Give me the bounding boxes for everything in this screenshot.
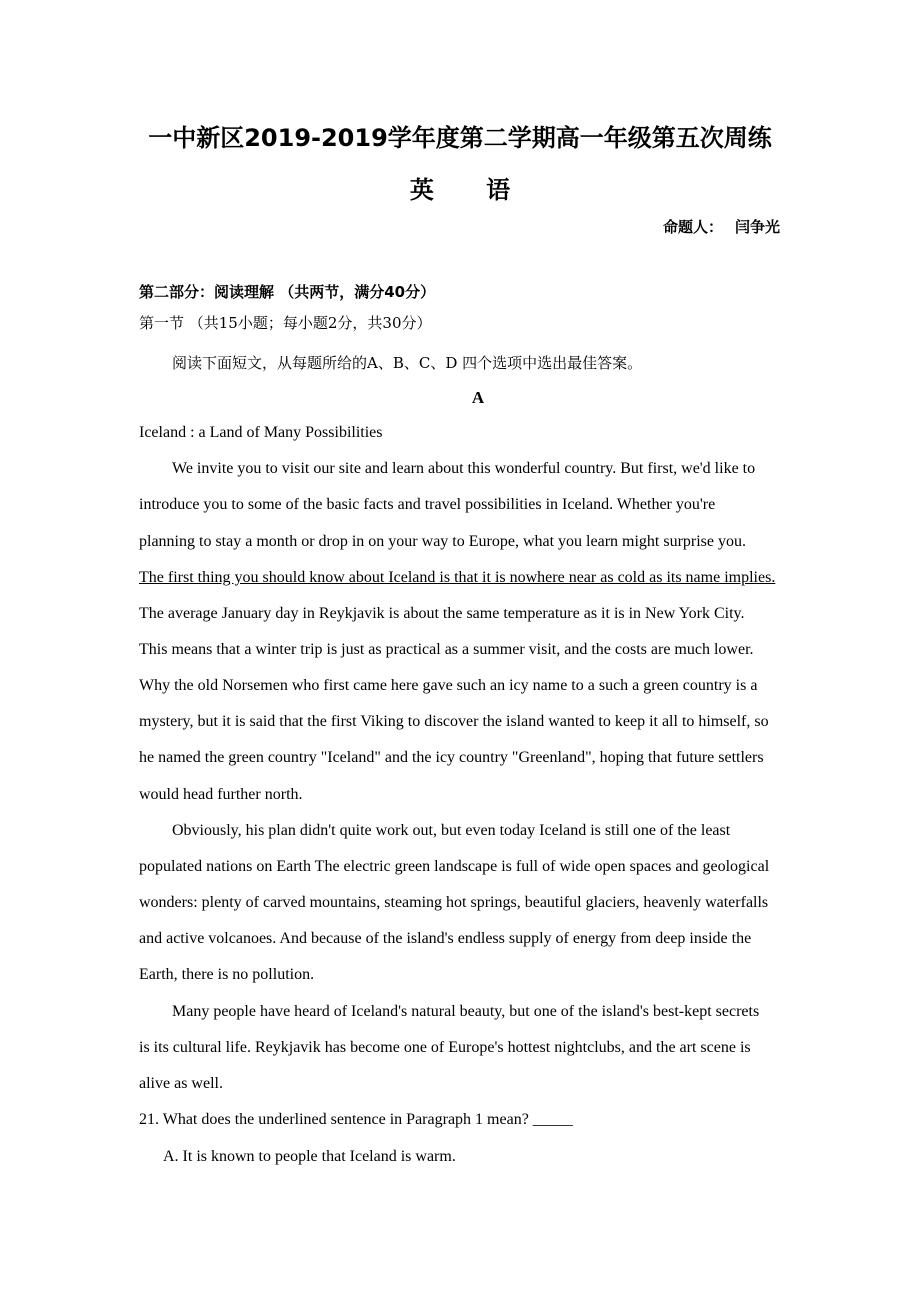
passage-line: Why the old Norsemen who first came here gave such an icy name to a such a green country is a bbox=[139, 677, 758, 694]
passage-line: introduce you to some of the basic facts and travel possibilities in Iceland. Whether you're bbox=[139, 496, 716, 513]
question-21-option-a: A. It is known to people that Iceland is warm. bbox=[163, 1148, 456, 1165]
passage-line: populated nations on Earth The electric green landscape is full of wide open spaces and geological bbox=[139, 858, 770, 875]
subsection-title: 第一节 （共15小题；每小题2分，共30分） bbox=[139, 314, 432, 332]
passage-line: mystery, but it is said that the first Viking to discover the island wanted to keep it all to himself, so bbox=[139, 713, 769, 730]
passage-title: Iceland : a Land of Many Possibilities bbox=[139, 424, 383, 441]
passage-line: and active volcanoes. And because of the island's endless supply of energy from deep inside the bbox=[139, 930, 752, 947]
passage-line: would head further north. bbox=[139, 786, 303, 803]
passage-line: We invite you to visit our site and learn about this wonderful country. But first, we'd like to bbox=[172, 460, 756, 477]
section-title: 第二部分：阅读理解 （共两节，满分40分） bbox=[139, 283, 436, 301]
question-21: 21. What does the underlined sentence in Paragraph 1 mean? _____ bbox=[139, 1111, 573, 1128]
passage-line: wonders: plenty of carved mountains, steaming hot springs, beautiful glaciers, heavenly waterfalls bbox=[139, 894, 769, 911]
instruction-text: 阅读下面短文，从每题所给的A、B、C、D 四个选项中选出最佳答案。 bbox=[172, 354, 643, 372]
passage-line: Earth, there is no pollution. bbox=[139, 966, 315, 983]
passage-line: The average January day in Reykjavik is about the same temperature as it is in New York City. bbox=[139, 605, 745, 622]
passage-line: Many people have heard of Iceland's natural beauty, but one of the island's best-kept secrets bbox=[172, 1003, 760, 1020]
passage-line: This means that a winter trip is just as practical as a summer visit, and the costs are much lower. bbox=[139, 641, 754, 658]
passage-letter: A bbox=[471, 388, 485, 407]
passage-line: alive as well. bbox=[139, 1075, 223, 1092]
author-name: 闫争光 bbox=[734, 218, 780, 236]
author-line bbox=[663, 216, 780, 237]
underlined-sentence: The first thing you should know about Iceland is that it is nowhere near as cold as its name implies. bbox=[139, 569, 776, 586]
passage-line: he named the green country "Iceland" and the icy country "Greenland", hoping that future settlers bbox=[139, 749, 764, 766]
passage-line: is its cultural life. Reykjavik has become one of Europe's hottest nightclubs, and the art scene is bbox=[139, 1039, 751, 1056]
passage-line: Obviously, his plan didn't quite work out, but even today Iceland is still one of the least bbox=[172, 822, 731, 839]
passage-line: planning to stay a month or drop in on your way to Europe, what you learn might surprise you. bbox=[139, 533, 747, 550]
exam-title: 一中新区2019-2019学年度第二学期高一年级第五次周练 bbox=[148, 124, 772, 152]
author-label: 命题人： bbox=[662, 218, 723, 236]
subject-title: 英 语 bbox=[409, 176, 511, 204]
